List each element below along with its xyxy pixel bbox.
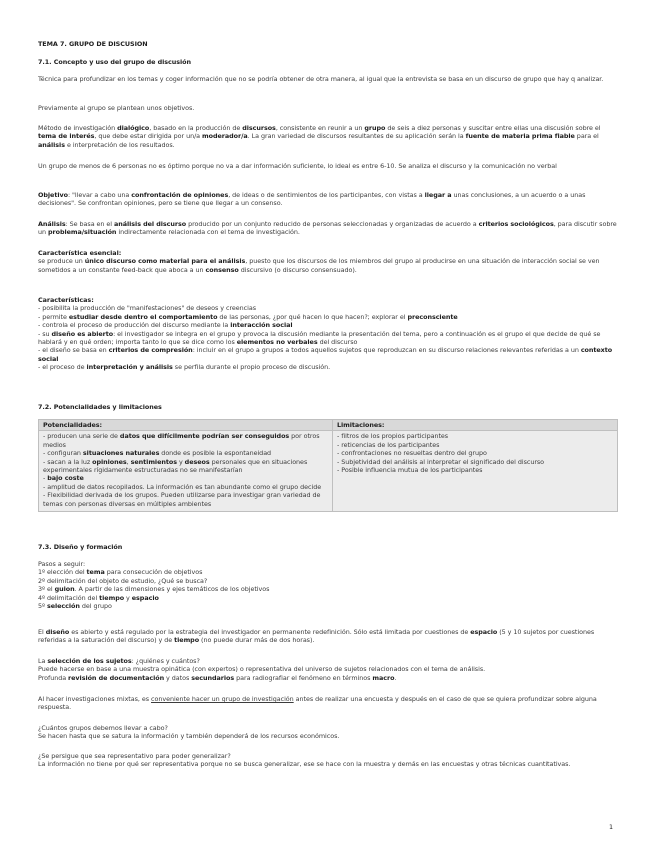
potencialidades-cell [39, 431, 333, 512]
paragraph-investigaciones-mixtas: Al hacer investigaciones mixtas, es conveniente hacer un grupo de investigación antes de realizar una encuesta y después en el caso de que se quiera profundizar sobre alguna respuesta. [38, 695, 597, 712]
list-item: - sacan a la luz opiniones, sentimientos y deseos personales que en situaciones experimentales rígidamente estructuradas no se manifestarían [43, 457, 308, 475]
list-item: - reticencias de los participantes [337, 440, 440, 449]
caracteristica-esencial-label: Característica esencial: [38, 249, 122, 257]
list-item: - Posible influencia mutua de los participantes [337, 466, 483, 475]
list-item: 4º delimitación del tiempo y espacio [38, 593, 159, 602]
list-item: - configuran situaciones naturales donde es posible la espontaneidad [43, 449, 272, 458]
section-7-2-heading: 7.2. Potencialidades y limitaciones [38, 403, 162, 411]
list-item: 1º elección del tema para consecución de objetivos [38, 568, 203, 577]
pasos-label: Pasos a seguir: [38, 560, 86, 568]
list-item: - confrontaciones no resueltas dentro del grupo [337, 449, 487, 458]
list-item: - bajo coste [43, 474, 84, 483]
limitaciones-header: Limitaciones: [333, 420, 618, 431]
list-item: - su diseño es abierto: el investigador se integra en el grupo y provoca la discusión mediante la presentación del tema, pero a continuación es el grupo el que decide de qué se hablará y en qué orden; importa tanto lo que se dice como los elementos no verbales del discurso [38, 329, 601, 347]
paragraph-representativo: ¿Se persigue que sea representativo para poder generalizar? La información no tiene por qué ser representativa porque no se busca generalizar, ese se hace con la muestra y demás en las encuestas y otras técnicas cuantitativas. [38, 752, 571, 769]
section-7-3-heading: 7.3. Diseño y formación [38, 543, 123, 551]
list-item: - el proceso de interpretación y análisis se perfila durante el propio proceso de discusión. [38, 363, 331, 372]
paragraph-analisis: Análisis: Se basa en el análisis del discurso producido por un conjunto reducido de personas seleccionadas y organizadas de acuerdo a criterios sociológicos, para discutir sobre un problema/situación indirectamente relacionada con el tema de investigación. [38, 220, 617, 237]
paragraph-metodo: Método de investigación dialógico, basado en la producción de discursos, consistente en reunir a un grupo de seis a diez personas y suscitar entre ellas una discusión sobre el tema de interés, que debe estar dirigida por un/a moderador/a. La gran variedad de discursos resultantes de su aplicación serán la fuente de materia prima fiable para el análisis e interpretación de los resultados. [38, 124, 601, 149]
list-item: - el diseño se basa en criterios de compresión: incluir en el grupo a grupos a todos aquellos sujetos que reproduzcan en su discurso relaciones relevantes referidas a un contexto social [38, 346, 613, 363]
list-item: - filtros de los propios participantes [337, 432, 449, 441]
potencialidades-limitaciones-table [38, 419, 618, 512]
list-item: - posibilita la producción de "manifestaciones" de deseos y creencias [38, 304, 257, 313]
paragraph-seleccion-sujetos: La selección de los sujetos: ¿quiénes y cuántos? Puede hacerse en base a una muestra opinática (con expertos) o representativa del universo de sujetos relacionados con el tema de análisis. Profunda revisión de documentación y datos secundarios para radiografiar el fenómeno en términos macro. [38, 657, 486, 682]
paragraph-diseno: El diseño es abierto y está regulado por la estrategia del investigador en permanente redefinición. Sólo está limitada por cuestiones de espacio (5 y 10 sujetos por cuestiones referidas a la saturación del discurso) y de tiempo (no puede durar más de dos horas). [38, 628, 595, 645]
paragraph-objetivos-previos: Previamente al grupo se plantean unos objetivos. [38, 104, 195, 112]
list-item: - permite estudiar desde dentro el comportamiento de las personas, ¿por qué hacen lo que hacen?; explorar el preconsciente [38, 312, 458, 321]
table-row [39, 431, 618, 512]
list-item: - Flexibilidad derivada de los grupos. Pueden utilizarse para investigar gran variedad de temas con personas diversas en múltiples ambientes [43, 491, 321, 508]
potencialidades-header: Potencialidades: [39, 420, 333, 431]
caracteristicas-label: Características: [38, 296, 94, 304]
limitaciones-cell [333, 431, 618, 512]
list-item: - producen una serie de datos que difícilmente podrían ser conseguidos por otros medios [43, 432, 320, 449]
paragraph-objetivo: Objetivo: "llevar a cabo una confrontación de opiniones, de ideas o de sentimientos de los participantes, con vistas a llegar a unas conclusiones, a un acuerdo o a unas decisiones". Se confrontan opiniones, pero se tiene que llegar a un consenso. [38, 191, 586, 208]
pasos-list [38, 560, 618, 610]
page-number: 1 [609, 823, 614, 831]
list-item: - controla el proceso de producción del discurso mediante la interacción social [38, 321, 293, 330]
table-header-row [39, 420, 618, 431]
list-item: 5º selección del grupo [38, 602, 112, 611]
caracteristicas-list [38, 296, 618, 372]
list-item: 2º delimitación del objeto de estudio, ¿Qué se busca? [38, 576, 208, 585]
section-7-1-heading: 7.1. Concepto y uso del grupo de discusión [38, 58, 191, 66]
list-item: - amplitud de datos recopilados. La información es tan abundante como el grupo decide [43, 482, 322, 491]
paragraph-cuantos-grupos: ¿Cuántos grupos debemos llevar a cabo? Se hacen hasta que se satura la información y también dependerá de los recursos económicos. [38, 724, 340, 741]
list-item: 3º el guion. A partir de las dimensiones y ejes temáticos de los objetivos [38, 585, 270, 594]
list-item: - Subjetividad del análisis al interpretar el significado del discurso [337, 457, 545, 466]
paragraph-caracteristica-esencial: Característica esencial: se produce un único discurso como material para el análisis, puesto que los discursos de los miembros del grupo al producirse en una situación de interacción social se ven sometidos a un constante feed-back que aboca a un consenso discursivo (o discurso consensuado). [38, 249, 618, 274]
document-title: TEMA 7. GRUPO DE DISCUSION [38, 40, 148, 48]
paragraph-tamano-grupo: Un grupo de menos de 6 personas no es óptimo porque no va a dar información suficiente, lo ideal es entre 6-10. Se analiza el discurso y la comunicación no verbal [38, 162, 557, 170]
paragraph-tecnica: Técnica para profundizar en los temas y coger información que no se podría obtener de otra manera, al igual que la entrevista se basa en un discurso de grupo que hay q analizar. [38, 75, 604, 83]
